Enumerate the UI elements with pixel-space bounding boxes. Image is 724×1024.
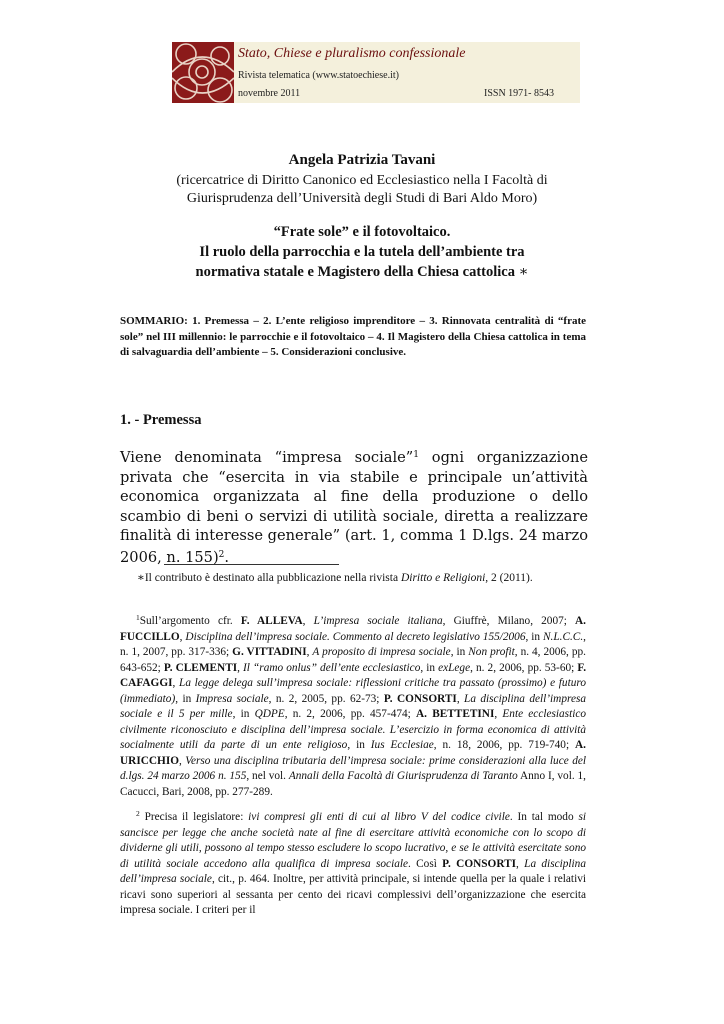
body-paragraph bbox=[120, 446, 588, 567]
fn-quote: ivi compresi gli enti di cui al libro V del codice civile bbox=[248, 811, 510, 823]
fn-author: A. BETTETINI bbox=[416, 708, 495, 720]
fn-text: , cit., p. 464. Inoltre, per attività principale, si intende quella per la quale i relativi ricavi sono superiori al sessanta per cento dei ricavi complessivi dell’organizzazione che esercita impresa sociale. I criteri per il bbox=[120, 873, 586, 916]
fn-work: Ente ecclesiastico civilmente riconosciuto e disciplina dell’impresa sociale. L’esercizio in forma economica di attività socialmente utili da parte di un ente religioso bbox=[120, 708, 587, 751]
fn-work: La legge delega sull’impresa sociale: riflessioni critiche tra passato (prossimo) e futuro (immediato) bbox=[120, 677, 586, 705]
title-line: Il ruolo della parrocchia e la tutela dell’ambiente tra bbox=[199, 244, 525, 260]
journal-masthead bbox=[172, 42, 580, 103]
fn-text: Sull’argomento cfr. bbox=[139, 615, 241, 627]
fn-work: L’impresa sociale italiana bbox=[313, 615, 443, 627]
fn-text: , n. 2, 2005, pp. 62-73; bbox=[268, 692, 384, 705]
footnote-star-marker: ∗ bbox=[518, 264, 529, 280]
fn-author: G. VITTADINI bbox=[232, 646, 307, 658]
fn-text: , in bbox=[450, 646, 469, 658]
footnote-2 bbox=[120, 806, 586, 919]
fn-work: Impresa sociale bbox=[195, 692, 269, 705]
fn-text: . In tal modo bbox=[509, 811, 579, 823]
summary: SOMMARIO: 1. Premessa – 2. L’ente religioso imprenditore – 3. Rinnovata centralità di “frate sole” nel III millennio: le parrocchie e il fotovoltaico – 4. Il Magistero della Chiesa cattolica in tema di salvaguardia dell’ambiente – 5. Considerazioni conclusive. bbox=[120, 315, 586, 358]
fn-text: . Così bbox=[408, 857, 443, 870]
journal-subtitle: Rivista telematica (www.statoechiese.it) bbox=[238, 70, 399, 81]
paragraph-text: Viene denominata “impresa sociale” bbox=[120, 449, 414, 466]
fn-text: , bbox=[302, 615, 314, 627]
fn-work: N.L.C.C. bbox=[542, 630, 584, 643]
fn-text: , n. 18, 2006, pp. 719-740; bbox=[433, 739, 575, 751]
fn-text: Anno I, vol. 1, Cacucci, Bari, 2008, pp. 277-289. bbox=[120, 770, 586, 798]
fn-text: , bbox=[237, 661, 244, 674]
paragraph-text: . bbox=[224, 548, 230, 566]
fn-text: , n. 1, 2007, pp. 317-336; bbox=[120, 630, 586, 658]
fn-text: , bbox=[494, 708, 503, 720]
fn-text: , nel vol. bbox=[246, 770, 289, 782]
footnote-text: Il contributo è destinato alla pubblicazione nella rivista bbox=[144, 572, 401, 584]
fn-author: F. CAFAGGI bbox=[120, 661, 587, 689]
fn-text: , bbox=[306, 646, 313, 658]
journal-logo-icon bbox=[172, 42, 234, 103]
fn-text: , bbox=[179, 754, 186, 767]
title-line bbox=[100, 262, 624, 282]
fn-quote: si sancisce per legge che anche società nate al fine di esercitare attività economiche con lo scopo di dividerne gli utili, possono al tempo stesso escludere lo scopo lucrativo, e se le attività esercitate sono di utilità sociale accedono alla qualifica di impresa sociale bbox=[120, 811, 586, 870]
fn-author: P. CLEMENTI bbox=[163, 661, 238, 674]
issue-date: novembre 2011 bbox=[238, 88, 301, 99]
section-heading: 1. - Premessa bbox=[120, 412, 202, 428]
fn-text: , n. 2, 2006, pp. 457-474; bbox=[284, 708, 417, 720]
footnote-ref[interactable]: 1 bbox=[413, 450, 419, 460]
fn-text: , bbox=[179, 630, 186, 643]
fn-text: , in bbox=[525, 630, 543, 643]
fn-work: Il “ramo onlus” dell’ente ecclesiastico bbox=[243, 661, 421, 674]
footnote-ref[interactable]: 2 bbox=[218, 549, 225, 560]
fn-text: , in bbox=[232, 708, 255, 720]
footnote-1 bbox=[120, 610, 586, 800]
fn-text: , n. 4, 2006, pp. 643-652; bbox=[120, 646, 586, 674]
fn-author: P. CONSORTI bbox=[442, 857, 517, 870]
fn-work: Non profit bbox=[468, 646, 515, 658]
fn-text: , in bbox=[175, 692, 196, 705]
footnote-text: , 2 (2011). bbox=[485, 572, 533, 584]
fn-work: Disciplina dell’impresa sociale. Commento al decreto legislativo 155/2006 bbox=[185, 630, 526, 643]
issn-number: ISSN 1971- 8543 bbox=[483, 88, 554, 99]
fn-text: , in bbox=[347, 739, 371, 751]
title-line: “Frate sole” e il fotovoltaico. bbox=[273, 224, 451, 240]
fn-work: Annali della Facoltà di Giurisprudenza di Taranto bbox=[288, 770, 518, 782]
footnotes bbox=[120, 610, 586, 925]
fn-work: exLege bbox=[438, 661, 471, 674]
footnote-star-mark: ∗ bbox=[137, 572, 145, 584]
journal-title: Stato, Chiese e pluralismo confessionale bbox=[238, 46, 466, 61]
title-line-text: normativa statale e Magistero della Chiesa cattolica bbox=[195, 264, 515, 280]
fn-author: F. ALLEVA bbox=[240, 615, 303, 627]
fn-work: La disciplina dell’impresa sociale e il 5 per mille bbox=[120, 692, 587, 720]
affiliation-line: (ricercatrice di Diritto Canonico ed Ecclesiastico nella I Facoltà di bbox=[176, 173, 548, 188]
fn-work: Verso una disciplina tributaria dell’impresa sociale: prime considerazioni alla luce del d.lgs. 24 marzo 2006 n. 155 bbox=[120, 754, 586, 782]
fn-text: , bbox=[516, 857, 525, 870]
fn-author: A. URICCHIO bbox=[120, 739, 586, 767]
footnote-star bbox=[137, 571, 597, 586]
fn-text: , bbox=[456, 692, 465, 705]
fn-work: QDPE bbox=[254, 708, 285, 720]
fn-text: , n. 2, 2006, pp. 53-60; bbox=[470, 661, 578, 674]
fn-text: Precisa il legislatore: bbox=[139, 811, 249, 823]
fn-work: A proposito di impresa sociale bbox=[312, 646, 451, 658]
affiliation-line: Giurisprudenza dell’Università degli Studi di Bari Aldo Moro) bbox=[186, 191, 538, 206]
paragraph-text: ogni organizzazione privata che “esercita in via stabile e principale un’attività economica organizzata al fine della produzione o dello scambio di beni o servizi di utilità sociale, diretta a realizzare finalità di interesse generale” (art. 1, comma 1 D.lgs. 24 marzo 2006, n. 155) bbox=[120, 449, 588, 566]
article-title bbox=[100, 222, 624, 282]
author-name: Angela Patrizia Tavani bbox=[288, 152, 436, 168]
footnote-number: 2 bbox=[136, 809, 140, 818]
fn-work: La disciplina dell’impresa sociale bbox=[120, 857, 586, 885]
journal-name: Diritto e Religioni bbox=[400, 572, 486, 584]
fn-text: , bbox=[172, 677, 180, 689]
author-affiliation bbox=[100, 172, 624, 208]
fn-work: Ius Ecclesiae bbox=[370, 739, 434, 751]
footnote-number: 1 bbox=[136, 613, 140, 622]
fn-author: P. CONSORTI bbox=[383, 692, 457, 705]
fn-author: A. FUCCILLO bbox=[120, 615, 586, 643]
fn-text: , Giuffrè, Milano, 2007; bbox=[442, 615, 576, 627]
footnote-separator bbox=[164, 564, 339, 565]
fn-text: , in bbox=[420, 661, 439, 674]
